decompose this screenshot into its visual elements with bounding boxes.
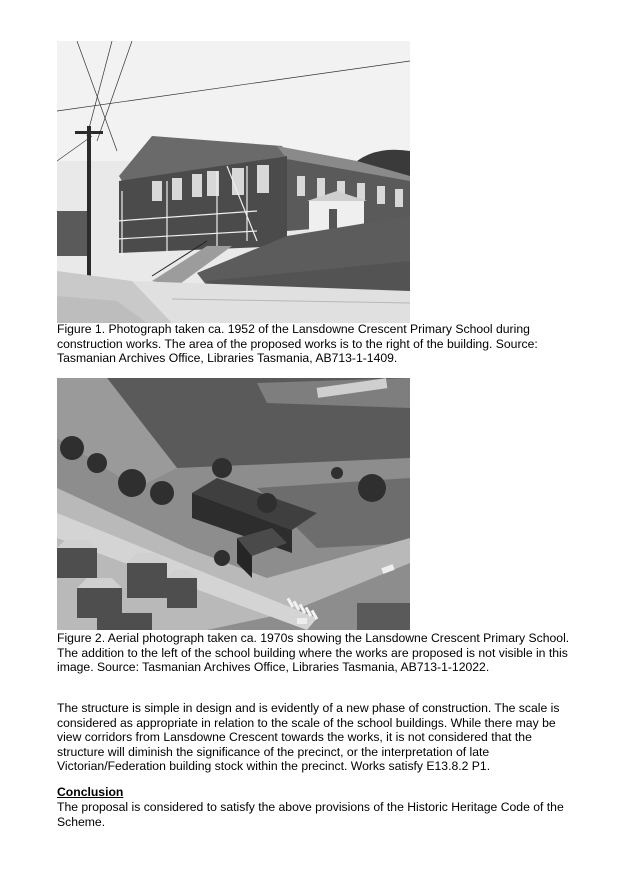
figure-1-photo [57, 41, 410, 323]
conclusion-paragraph: The proposal is considered to satisfy the above provisions of the Historic Heritage Code of the Scheme. [57, 800, 564, 829]
figure-2-caption: Figure 2. Aerial photograph taken ca. 1970s showing the Lansdowne Crescent Primary School. The addition to the left of the school building where the works are proposed is not visible in this image. Source: Tasmanian Archives Office, Libraries Tasmania, AB713-1-12022. [57, 631, 570, 675]
conclusion-heading: Conclusion [57, 785, 124, 799]
assessment-paragraph: The structure is simple in design and is evidently of a new phase of construction. The scale is considered as appropriate in relation to the scale of the school buildings. While there may be view corridors from Lansdowne Crescent towards the works, it is not considered that the structure will diminish the significance of the precinct, or the interpretation of late Victorian/Federation building stock within the precinct. Works satisfy E13.8.2 P1. [57, 701, 560, 774]
figure-2-photo [57, 378, 410, 630]
figure-1-caption: Figure 1. Photograph taken ca. 1952 of the Lansdowne Crescent Primary School during construction works. The area of the proposed works is to the right of the building. Source: Tasmanian Archives Office, Libraries Tasmania, AB713-1-1409. [57, 322, 538, 366]
